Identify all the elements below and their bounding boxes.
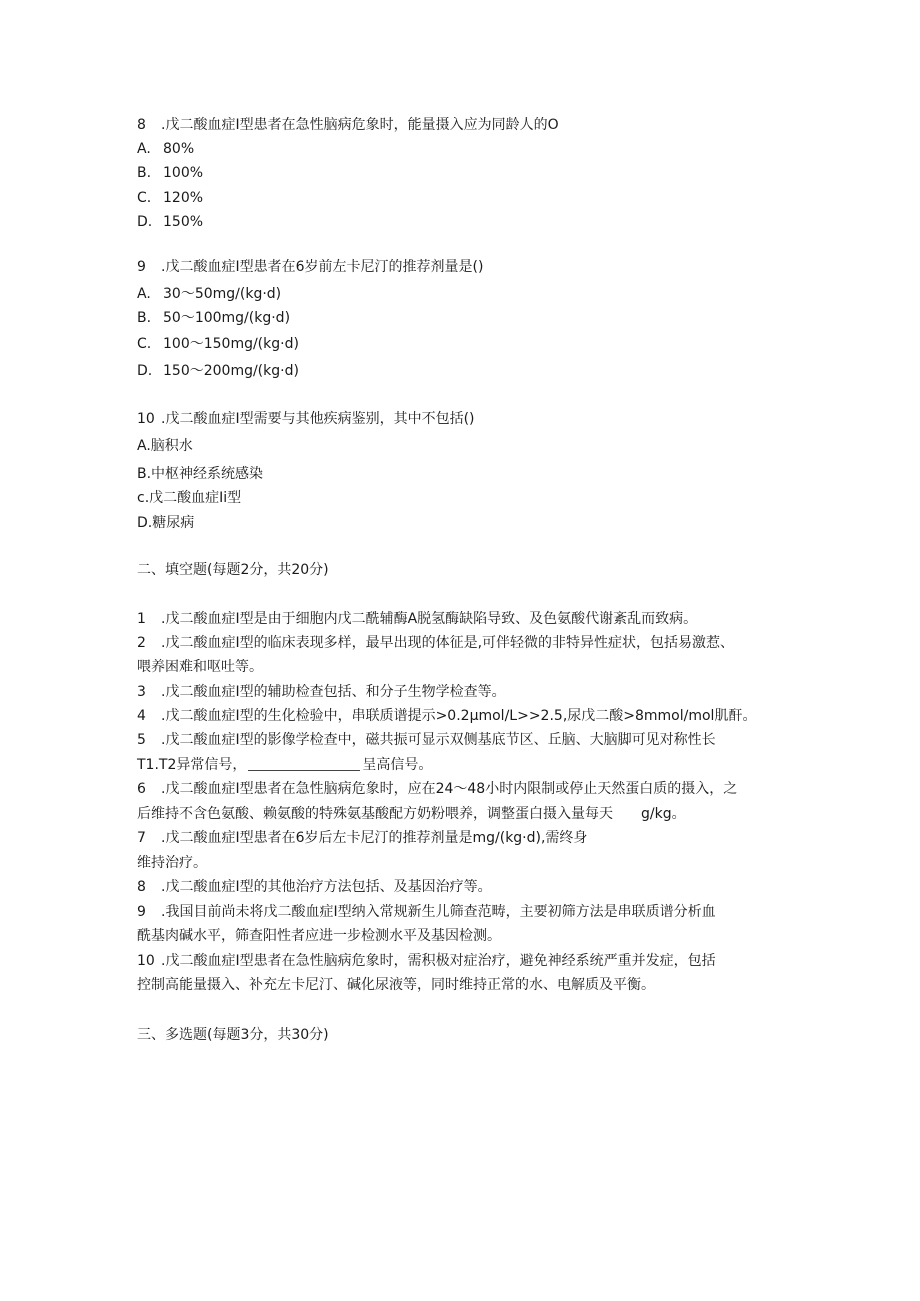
q10-option-d: D.糖尿病: [137, 515, 195, 531]
q9-option-d: D. 150〜200mg∕(kg·d): [137, 363, 299, 379]
fill-item-3: 3 .戊二酸血症I型的辅助检查包括、和分子生物学检查等。: [137, 684, 506, 700]
q9-option-c: C. 100〜150mg∕(kg·d): [137, 336, 299, 352]
q9-option-b: B. 50〜100mg∕(kg·d): [137, 310, 291, 326]
fill-item-9: 9 .我国目前尚未将戊二酸血症I型纳入常规新生儿筛查范畴，主要初筛方法是串联质谱分析血: [137, 904, 716, 920]
question-8: [137, 116, 559, 134]
section-heading-multiple-choice: 三、多选题(每题3分，共30分): [137, 1027, 329, 1043]
question-number: 10: [137, 411, 155, 427]
question-number: 9: [137, 259, 146, 275]
q8-option-c: C. 120%: [137, 190, 204, 206]
q10-option-a: A.脑积水: [137, 438, 193, 454]
question-stem: .戊二酸血症I型需要与其他疾病鉴别，其中不包括(): [161, 411, 475, 427]
q8-option-d: D. 150%: [137, 214, 204, 230]
question-9: [137, 258, 483, 276]
fill-item-7: 7 .戊二酸血症I型患者在6岁后左卡尼汀的推荐剂量是mg∕(kg·d),需终身: [137, 830, 588, 846]
fill-item-10: 10 .戊二酸血症I型患者在急性脑病危象时，需积极对症治疗，避免神经系统严重并发症，包括: [137, 953, 716, 969]
fill-item-1: 1 .戊二酸血症I型是由于细胞内戊二酰辅酶A脱氢酶缺陷导致、及色氨酸代谢紊乱而致病。: [137, 611, 698, 627]
answer-blank: [248, 756, 360, 771]
q9-option-a: A. 30〜50mg∕(kg·d): [137, 286, 282, 302]
fill-item-4: 4 .戊二酸血症I型的生化检验中，串联质谱提示>0.2μmol∕L>>2.5,尿戊二酸>8mmol∕mol肌酐。: [137, 708, 757, 724]
question-stem: .戊二酸血症I型患者在急性脑病危象时，能量摄入应为同龄人的O: [161, 117, 559, 133]
q10-option-c: c.戊二酸血症Ii型: [137, 490, 242, 506]
fill-item-7-continued: 维持治疗。: [137, 855, 207, 871]
q8-option-a: A. 80%: [137, 141, 195, 157]
fill-item-9-continued: 酰基肉碱水平，筛查阳性者应进一步检测水平及基因检测。: [137, 928, 501, 944]
question-10: [137, 410, 475, 428]
fill-item-5: 5 .戊二酸血症I型的影像学检查中，磁共振可显示双侧基底节区、丘脑、大脑脚可见对称性长: [137, 732, 716, 748]
fill-item-2: 2 .戊二酸血症I型的临床表现多样，最早出现的体征是,可伴轻微的非特异性症状，包括易激惹、: [137, 635, 735, 651]
fill-item-2-continued: 喂养困难和呕吐等。: [137, 659, 263, 675]
section-heading-fill-in: 二、填空题(每题2分，共20分): [137, 562, 329, 578]
q10-option-b: B.中枢神经系统感染: [137, 466, 264, 482]
fill-item-8: 8 .戊二酸血症I型的其他治疗方法包括、及基因治疗等。: [137, 879, 492, 895]
question-stem: .戊二酸血症I型患者在6岁前左卡尼汀的推荐剂量是(): [161, 259, 484, 275]
fill-item-5-continued: T1.T2异常信号， 呈高信号。: [137, 757, 433, 773]
q8-option-b: B. 100%: [137, 165, 204, 181]
fill-item-10-continued: 控制高能量摄入、补充左卡尼汀、碱化尿液等，同时维持正常的水、电解质及平衡。: [137, 977, 655, 993]
fill-item-6: 6 .戊二酸血症I型患者在急性脑病危象时，应在24〜48小时内限制或停止天然蛋白质的摄入，之: [137, 781, 738, 797]
question-number: 8: [137, 117, 146, 133]
fill-item-6-continued: 后维持不含色氨酸、赖氨酸的特殊氨基酸配方奶粉喂养，调整蛋白摄入量每天 g/kg。: [137, 806, 686, 822]
